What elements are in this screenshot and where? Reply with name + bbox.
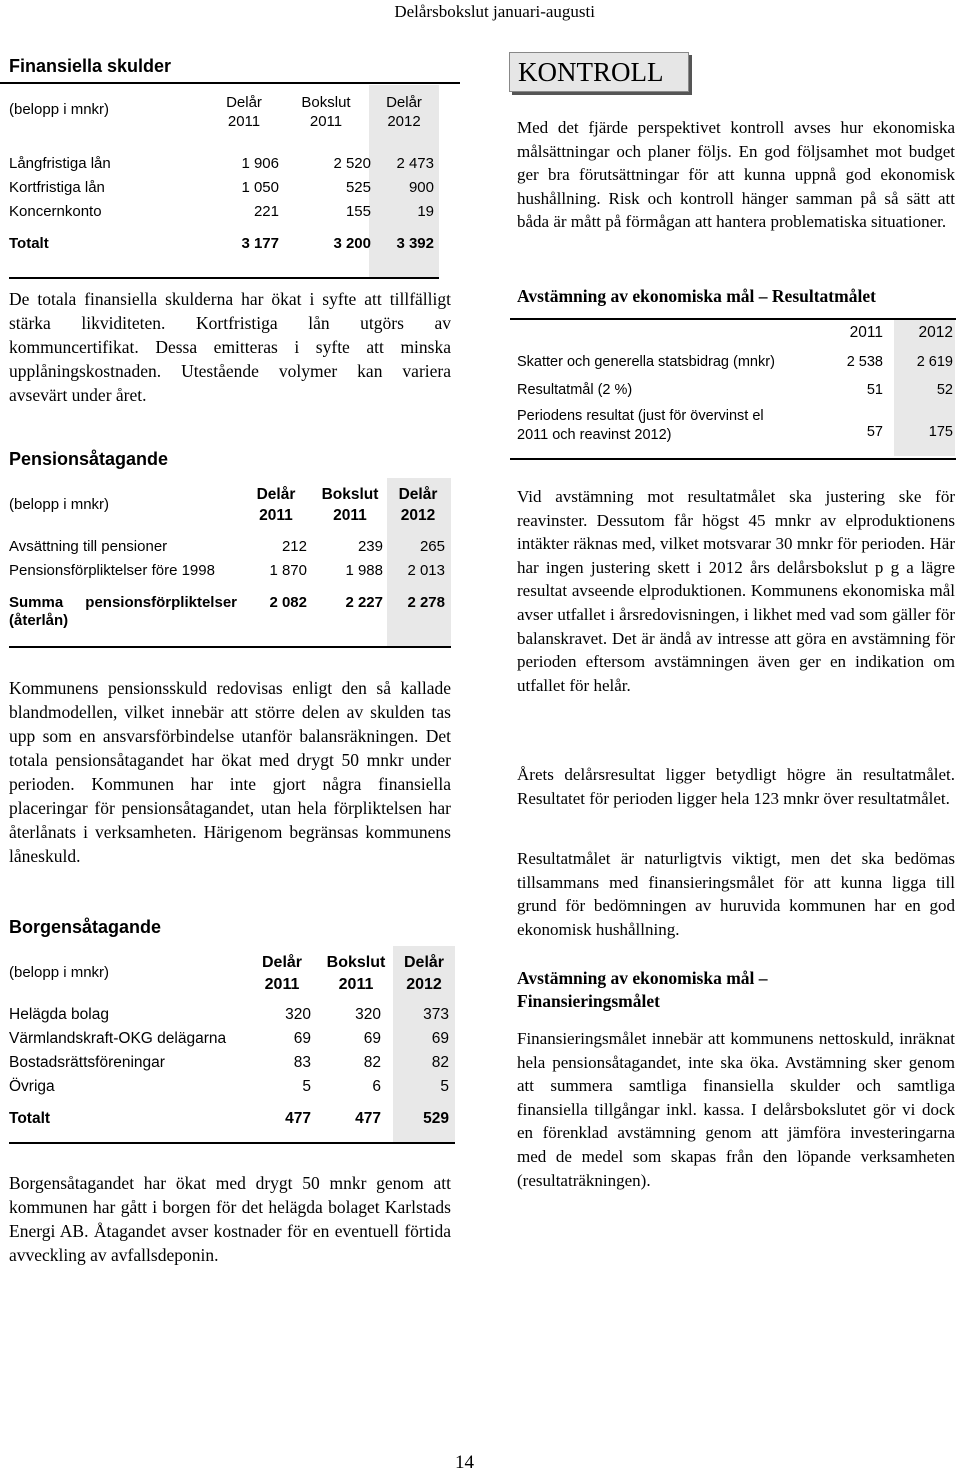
running-header: Delårsbokslut januari-augusti: [394, 2, 595, 21]
fin-col-header: Delår 2012: [386, 94, 422, 130]
borg-bottom-rule: [9, 1142, 455, 1144]
borg-col-header: Delår 2011: [261, 954, 303, 993]
page-number: 14: [455, 1452, 474, 1473]
result-paragraph-3: Resultatmålet är naturligtvis viktigt, men det ska bedömas tillsammans med finansieringsmålet för att kunna ligga till grund för bedömningen av huruvida kommunen har en god ekonomisk hushållning.: [517, 849, 955, 939]
pens-paragraph: Kommunens pensionsskuld redovisas enligt den så kallade blandmodellen, vilket innebär att större delen av skulden tas upp som en ansvarsförbindelse utanför balansräkningen. Det totala pensionsåtagandet har ökat med drygt 50 mnkr under perioden. Kommunen har inte gjort några finansiella placeringar för pensionsåtagandet, utan hela förpliktelsen har återlånats i verksamheten. Härigenom begränsas kommunens låneskuld.: [9, 678, 451, 866]
fin-col-header: Bokslut 2011: [301, 94, 351, 130]
finmal-title: Avstämning av ekonomiska mål – Finansieringsmålet: [517, 968, 768, 1011]
pens-col-header: Delår 2011: [256, 486, 296, 524]
finmal-paragraph: Finansieringsmålet innebär att kommunens nettoskuld, inräknat hela pensionsåtagandet, inte ska öka. Avstämning sker genom att summera samtliga finansiella skulder och samtliga finansiella tillgångar inkl. kassa. I delårsbokslutet gör vi dock en förenklad avstämning genom att jämföra investeringarna med de medel som skapas från den löpande verksamheten (resultaträkningen).: [517, 1029, 955, 1190]
borg-unit: (belopp i mnkr): [9, 964, 110, 981]
result-bottom-rule: [510, 458, 956, 460]
pens-unit: (belopp i mnkr): [9, 496, 110, 513]
result-title: Avstämning av ekonomiska mål – Resultatmålet: [517, 286, 876, 306]
borg-paragraph: Borgensåtagandet har ökat med drygt 50 mnkr genom att kommunen har gått i borgen för det helägda bolaget Karlstads Energi AB. Åtagandet avser kostnader för en eventuell förtida avveckling av avfallsdeponin.: [9, 1173, 451, 1265]
fin-title: Finansiella skulder: [9, 56, 172, 76]
borg-title: Borgensåtagande: [9, 917, 162, 937]
borg-col-header: Bokslut 2011: [326, 954, 386, 993]
result-paragraph-2: Årets delårsresultat ligger betydligt högre än resultatmålet. Resultatet för perioden ligger hela 123 mnkr över resultatmålet.: [517, 765, 955, 808]
fin-col-header: Delår 2011: [226, 94, 262, 130]
kontroll-paragraph: Med det fjärde perspektivet kontroll avses hur ekonomiska målsättningar och planer följs. En god följsamhet mot budget ger bra förutsättningar för att kunna uppnå god ekonomisk hushållning. Risk och kontroll hänger samman på så sätt att båda är mått på förmågan att hantera problematiska situationer.: [517, 118, 955, 232]
pens-bottom-rule: [9, 646, 451, 648]
pens-col-header: Bokslut 2011: [321, 486, 379, 524]
kontroll-box: KONTROLL: [509, 52, 689, 92]
fin-top-rule: [0, 82, 460, 84]
result-top-rule: [510, 318, 956, 320]
result-paragraph-1: Vid avstämning mot resultatmålet ska justering ske för reavinster. Dessutom får högst 45 mnkr av elproduktionens intäkter räknas med, vilket motsvarar 30 mnkr för perioden. Här har ingen justering skett i 2012 års delårsbokslut p g a lägre resultat avseende elproduktionen. Kommunens ekonomiska mål avser utfallet i årsredovisningen, i likhet med vad som gäller för balanskravet. Det är ändå av intresse att göra en avstämning för perioden eftersom avstämningen även ger en indikation om utfallet för helår.: [517, 487, 955, 695]
fin-bottom-rule: [9, 277, 439, 279]
result-col-header: 2012: [918, 324, 953, 341]
borg-col-header: Delår 2012: [403, 954, 445, 993]
pens-title: Pensionsåtagande: [9, 449, 169, 469]
fin-unit: (belopp i mnkr): [9, 101, 110, 118]
result-col-header: 2011: [849, 324, 883, 341]
fin-paragraph: De totala finansiella skulderna har ökat i syfte att tillfälligt stärka likviditeten. Kortfristiga lån utgörs av kommuncertifikat. Dessa emitteras i syfte att minska upplåningskostnaden. Utestående volymer kan variera avsevärt under året.: [9, 289, 451, 405]
pens-col-header: Delår 2012: [398, 486, 438, 524]
